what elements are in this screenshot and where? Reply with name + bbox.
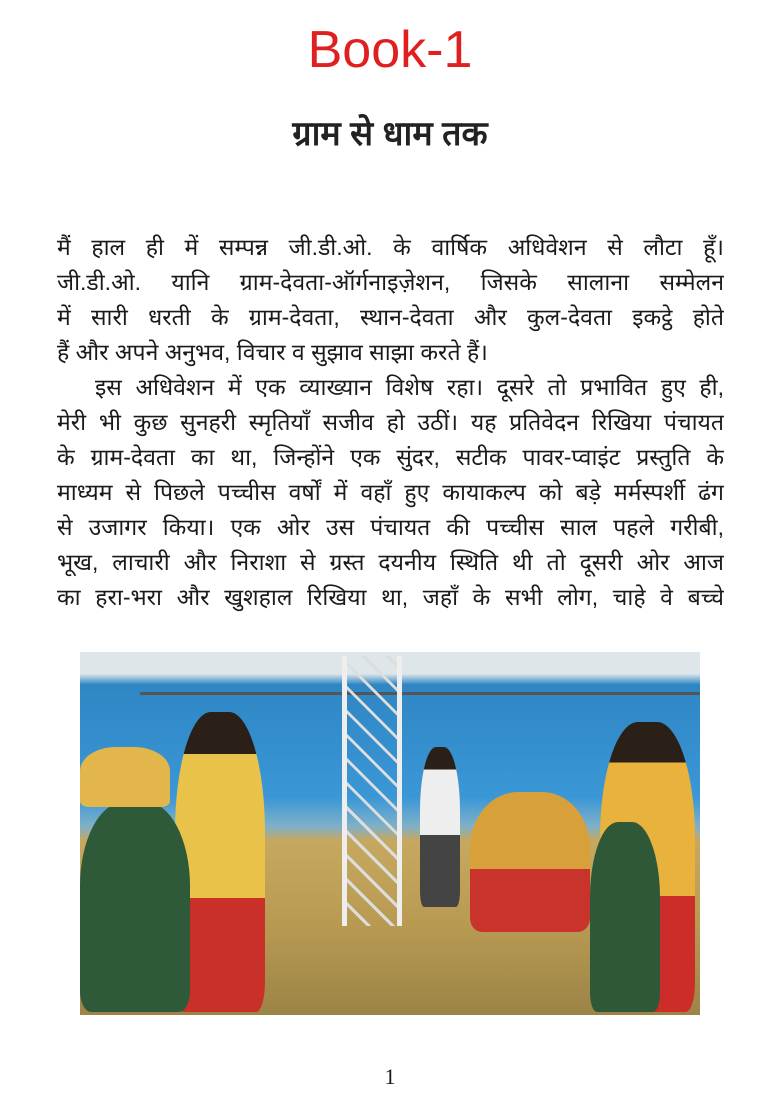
horse-figure	[80, 802, 190, 1012]
text-line: मेरी भी कुछ सुनहरी स्मृतियाँ सजीव हो उठीं। यह प्रतिवेदन रिखिया पंचायत	[57, 409, 724, 435]
horse-figure	[590, 822, 660, 1012]
children-group	[80, 747, 170, 807]
text-line: हैं और अपने अनुभव, विचार व सुझाव साझा करते हैं।	[57, 339, 488, 365]
text-line: भूख, लाचारी और निराशा से ग्रस्त दयनीय स्थिति थी तो दूसरी ओर आज	[57, 549, 724, 575]
book-label: Book-1	[307, 21, 473, 79]
text-line: जी.डी.ओ. यानि ग्राम-देवता-ऑर्गनाइज़ेशन, जिसके सालाना सम्मेलन	[57, 269, 724, 295]
swing-figure	[470, 792, 590, 932]
person-figure	[420, 747, 460, 907]
ride-tower	[342, 656, 402, 926]
chapter-title: ग्राम से धाम तक	[292, 115, 488, 153]
text-line: माध्यम से पिछले पच्चीस वर्षों में वहाँ हुए कायाकल्प को बड़े मर्मस्पर्शी ढंग	[57, 479, 724, 505]
text-line: में सारी धरती के ग्राम-देवता, स्थान-देवता और कुल-देवता इकट्ठे होते	[57, 304, 724, 330]
text-line: का हरा-भरा और खुशहाल रिखिया था, जहाँ के सभी लोग, चाहे वे बच्चे	[57, 584, 724, 610]
text-line: के ग्राम-देवता का था, जिन्होंने एक सुंदर, सटीक पावर-प्वाइंट प्रस्तुति के	[57, 444, 724, 470]
text-line: इस अधिवेशन में एक व्याख्यान विशेष रहा। दूसरे तो प्रभावित हुए ही,	[95, 374, 724, 400]
carousel-photo	[80, 652, 700, 1015]
ride-canopy	[140, 652, 700, 695]
page-number: 1	[384, 1064, 396, 1089]
text-line: से उजागर किया। एक ओर उस पंचायत की पच्चीस साल पहले गरीबी,	[57, 514, 724, 540]
body-text	[57, 230, 724, 615]
text-line: मैं हाल ही में सम्पन्न जी.डी.ओ. के वार्षिक अधिवेशन से लौटा हूँ।	[57, 234, 724, 260]
